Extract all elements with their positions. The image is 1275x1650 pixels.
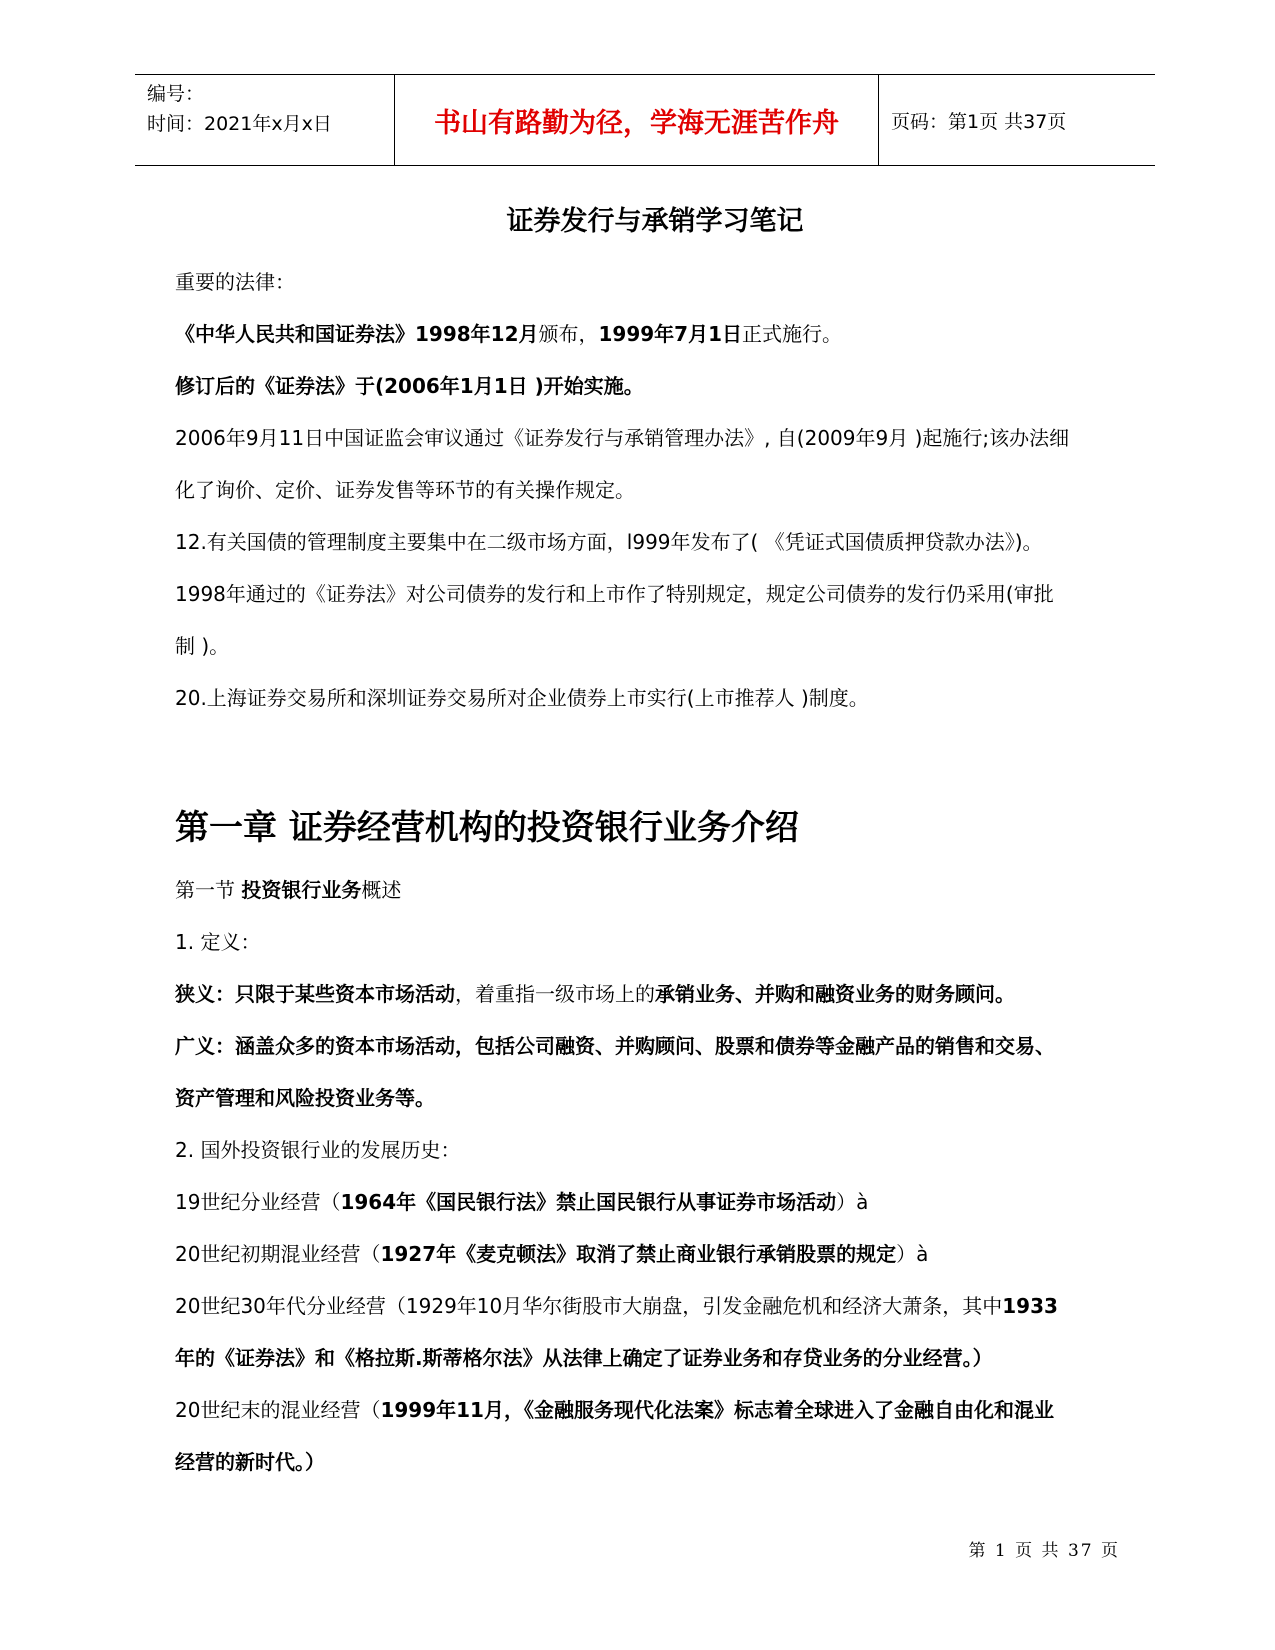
- history-item-2: [175, 1228, 1135, 1280]
- paragraph-issuance-measures-1: 2006年9月11日中国证监会审议通过《证券发行与承销管理办法》, 自(2009年9月 )起施行;该办法细: [175, 426, 1070, 450]
- document-title: 证券发行与承销学习笔记: [506, 206, 804, 237]
- paragraph-listing-sponsor: 20.上海证券交易所和深圳证券交易所对企业债券上市实行(上市推荐人 )制度。: [175, 686, 869, 710]
- definition-broad-1: 广义：涵盖众多的资本市场活动，包括公司融资、并购顾问、股票和债券等金融产品的销售和交易、: [175, 1034, 1055, 1058]
- page-footer: 第 1 页 共 37 页: [968, 1541, 1120, 1561]
- laws-heading: 重要的法律：: [175, 270, 295, 294]
- definition-heading: 1. 定义：: [175, 930, 261, 954]
- narrow-middle: ，着重指一级市场上的: [455, 982, 655, 1006]
- history-item-4: [175, 1384, 1135, 1436]
- history-2-end: ）à: [896, 1242, 929, 1266]
- paragraph-treasury-bonds: 12.有关国债的管理制度主要集中在二级市场方面，l999年发布了( 《凭证式国债质押贷款办法》)。: [175, 530, 1043, 554]
- history-2-law: 1927年《麦克顿法》取消了禁止商业银行承销股票的规定: [380, 1242, 897, 1266]
- narrow-label: 狭义：只限于某些资本市场活动: [175, 982, 455, 1006]
- history-4-period: 20世纪末的混业经营（: [175, 1398, 381, 1422]
- document-number-label: 编号：: [147, 83, 205, 105]
- definition-broad-2: 资产管理和风险投资业务等。: [175, 1086, 435, 1110]
- header-page-info: 页码：第1页 共37页: [891, 110, 1067, 133]
- section-suffix: 概述: [361, 878, 402, 902]
- law-promulgated: 颁布，: [538, 322, 599, 346]
- history-1-law: 1964年《国民银行法》禁止国民银行从事证券市场活动: [340, 1190, 837, 1214]
- history-item-3: [175, 1280, 1135, 1332]
- document-time-label: 时间：2021年x月x日: [147, 113, 332, 135]
- history-1-end: ）à: [836, 1190, 869, 1214]
- narrow-end: 承销业务、并购和融资业务的财务顾问。: [655, 982, 1015, 1006]
- history-1-period: 19世纪分业经营（: [175, 1190, 341, 1214]
- history-item-1: [175, 1176, 1135, 1228]
- history-2-period: 20世纪初期混业经营（: [175, 1242, 381, 1266]
- history-heading: 2. 国外投资银行业的发展历史：: [175, 1138, 461, 1162]
- section-topic: 投资银行业务: [241, 878, 362, 902]
- law-effective-date: 1999年7月1日: [598, 322, 742, 346]
- law-effective: 正式施行。: [742, 322, 842, 346]
- paragraph-securities-law: [175, 308, 1135, 360]
- history-item-3-cont: 年的《证券法》和《格拉斯.斯蒂格尔法》从法律上确定了证券业务和存贷业务的分业经营。）: [175, 1346, 993, 1370]
- document-body: [175, 200, 1135, 1488]
- spacer: [175, 724, 1135, 796]
- header-motto: 书山有路勤为径，学海无涯苦作舟: [395, 75, 879, 165]
- history-3-year: 1933: [1002, 1294, 1058, 1318]
- section-heading: [175, 864, 1135, 916]
- header-meta: [135, 75, 395, 165]
- history-item-4-cont: 经营的新时代。）: [175, 1450, 325, 1474]
- section-number: 第一节: [175, 878, 242, 902]
- chapter-title: 第一章 证券经营机构的投资银行业务介绍: [175, 808, 799, 848]
- paragraph-corporate-bonds-2: 制 )。: [175, 634, 230, 658]
- paragraph-revised-law: 修订后的《证券法》于(2006年1月1日 )开始实施。: [175, 374, 644, 398]
- paragraph-issuance-measures-2: 化了询价、定价、证券发售等环节的有关操作规定。: [175, 478, 635, 502]
- page-header: [135, 74, 1155, 166]
- paragraph-corporate-bonds-1: 1998年通过的《证券法》对公司债券的发行和上市作了特别规定，规定公司债券的发行仍采用(审批: [175, 582, 1054, 606]
- definition-narrow: [175, 968, 1135, 1020]
- law-name: 《中华人民共和国证券法》1998年12月: [175, 322, 539, 346]
- history-4-law: 1999年11月，《金融服务现代化法案》标志着全球进入了金融自由化和混业: [380, 1398, 1054, 1422]
- history-3-period: 20世纪30年代分业经营（1929年10月华尔街股市大崩盘，引发金融危机和经济大萧条，其中: [175, 1294, 1003, 1318]
